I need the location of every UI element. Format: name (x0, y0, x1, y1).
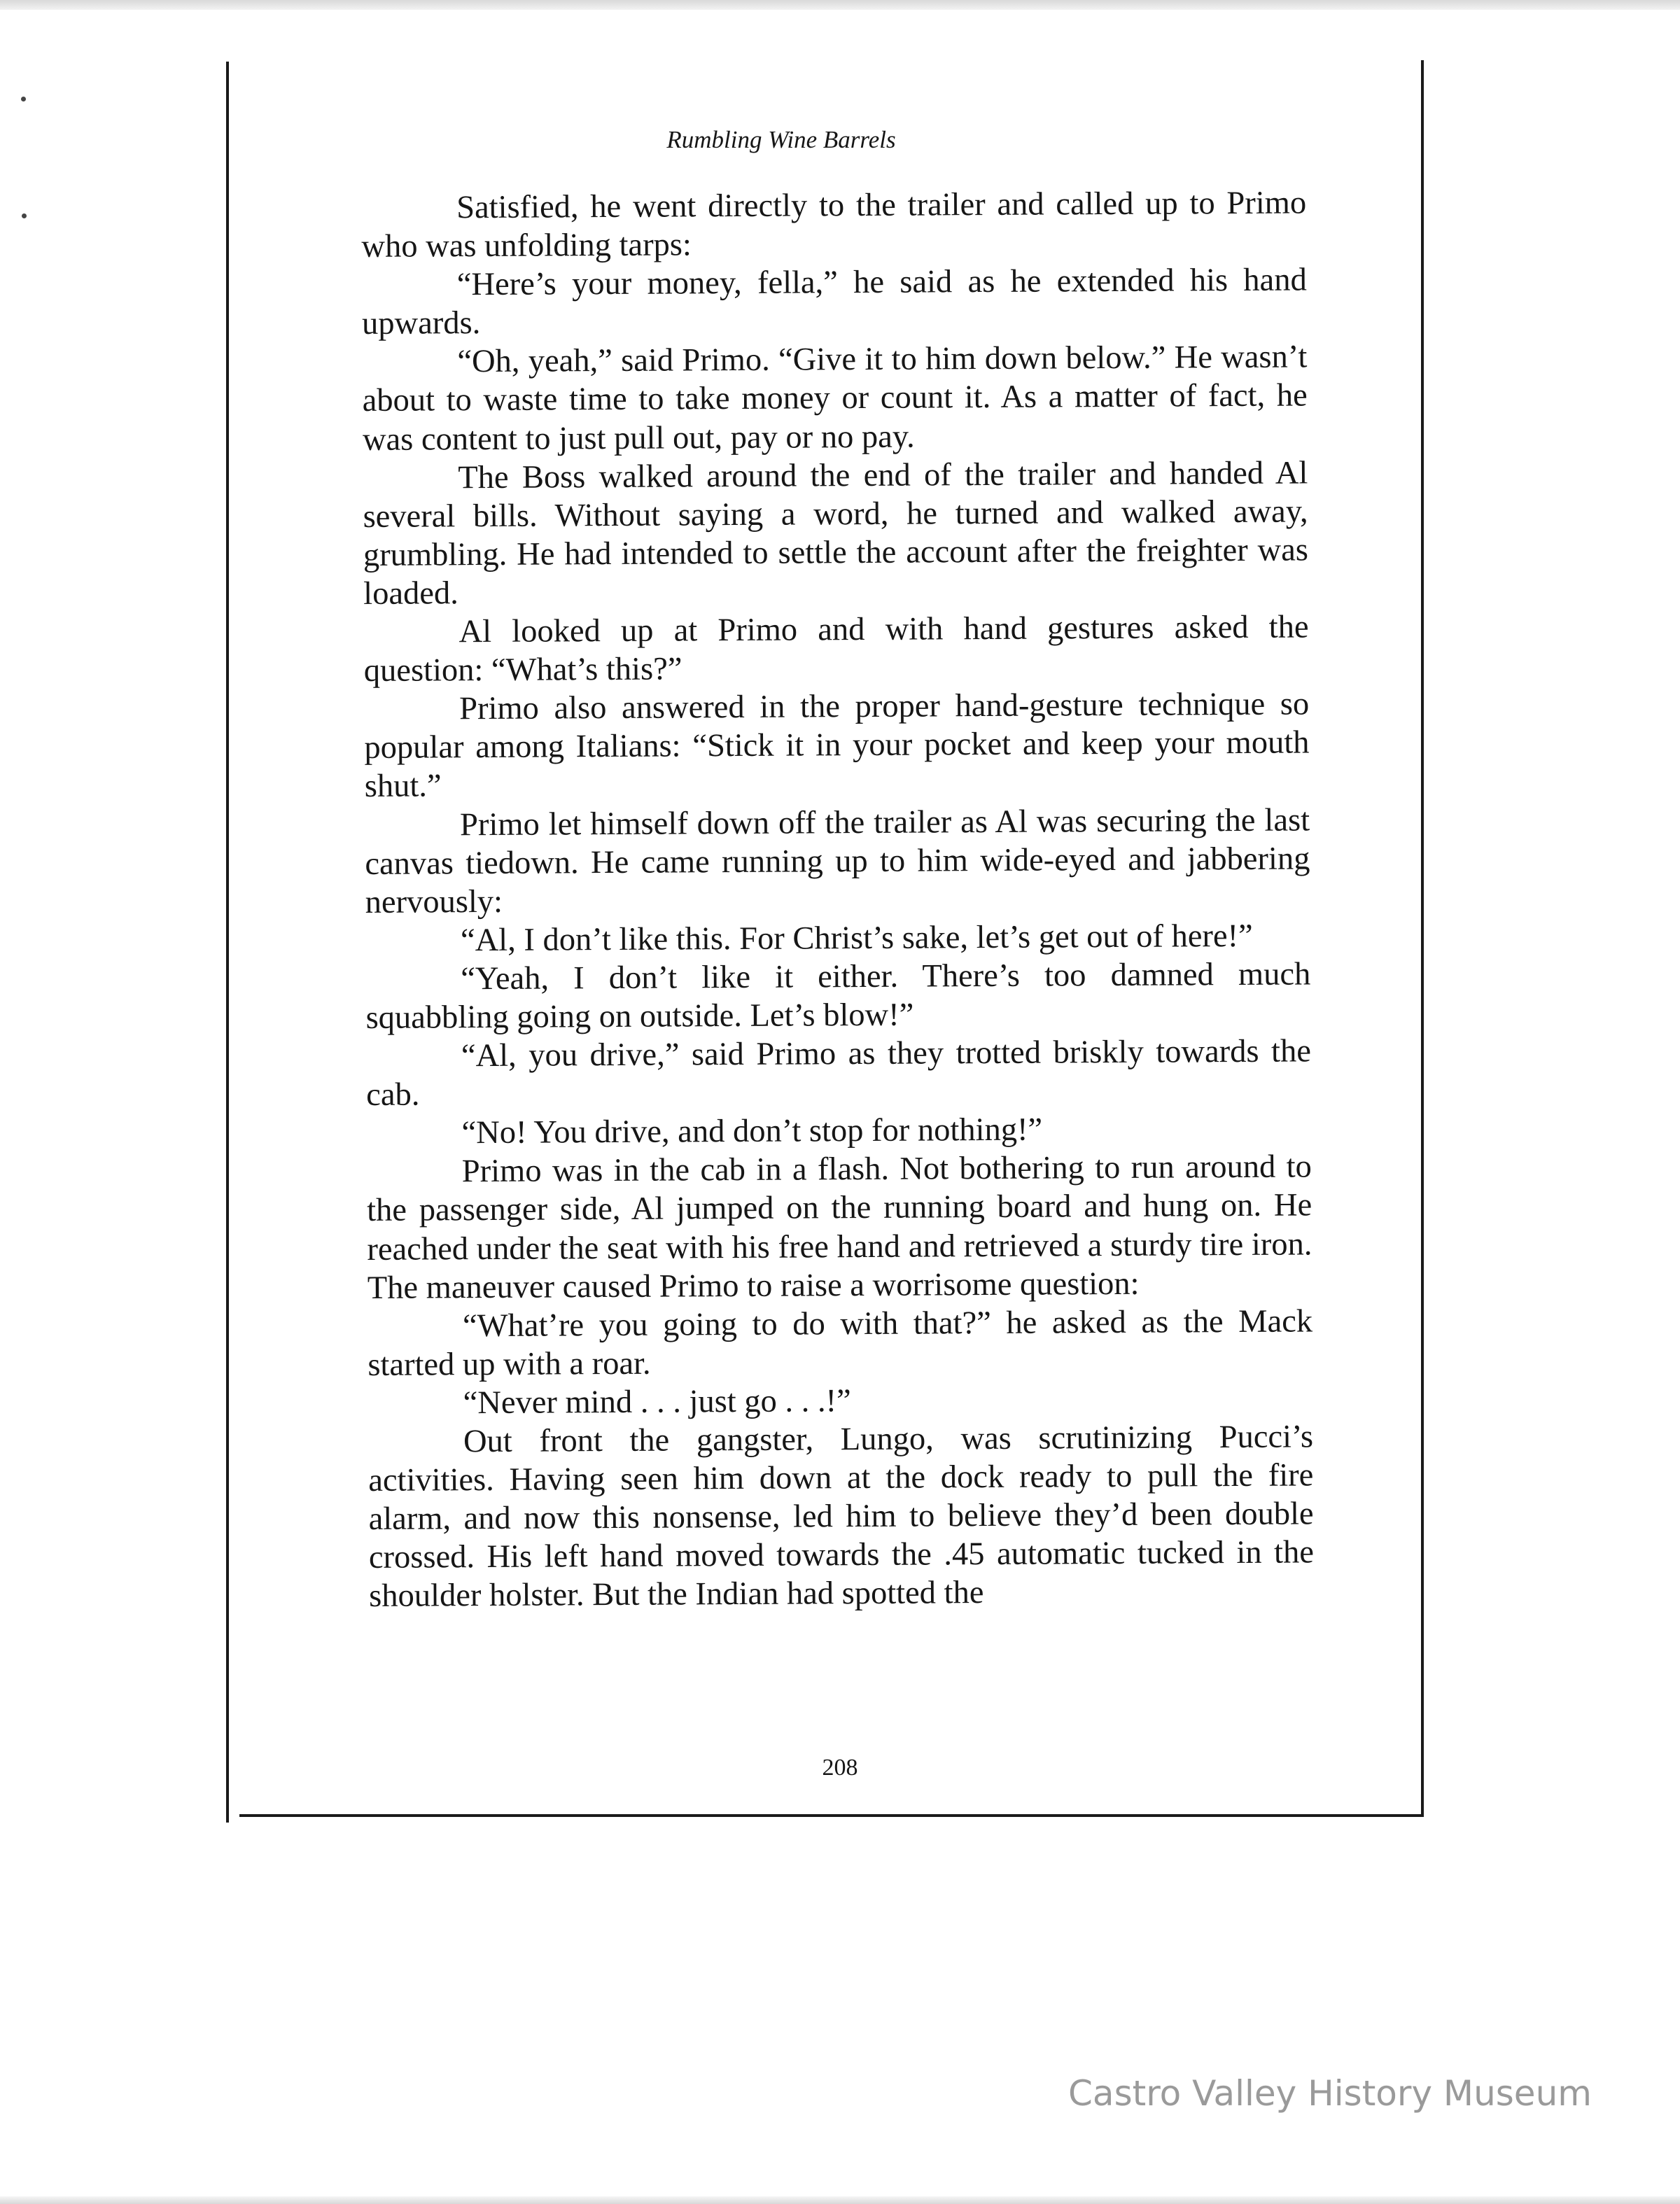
scan-speck (21, 97, 26, 101)
page-frame-bottom-rule (239, 1814, 1424, 1817)
paragraph: “Al, I don’t like this. For Christ’s sake, let’s get out of here!” (460, 918, 1253, 959)
running-head: Rumbling Wine Barrels (666, 126, 896, 153)
scan-bottom-edge (0, 2196, 1680, 2204)
paragraph: Primo let himself down off the trailer as Al was securing the last canvas tiedown. He came running up to him wide-eyed and jabbering nervously: (365, 801, 1310, 920)
paragraph: “What’re you going to do with that?” he asked as the Mack started up with a roar. (368, 1303, 1313, 1383)
paragraph: Satisfied, he went directly to the trailer and called up to Primo who was unfolding tarps: (361, 185, 1307, 265)
scan-speck (22, 213, 27, 218)
page-number: 208 (822, 1755, 858, 1781)
paragraph: Primo also answered in the proper hand-gesture technique so popular among Italians: “Stick it in your pocket and keep your mouth shut.” (364, 686, 1310, 805)
body-text (361, 183, 1314, 1615)
museum-watermark: Castro Valley History Museum (1068, 2073, 1592, 2114)
paragraph: Primo was in the cab in a flash. Not bothering to run around to the passenger side, Al jumped on the running board and hung on. He reached under the seat with his free hand and retrieved a sturdy tire iron. The maneuver caused Primo to raise a worrisome question: (367, 1149, 1312, 1306)
scan-top-edge (0, 0, 1680, 10)
paragraph: Al looked up at Primo and with hand gestures asked the question: “What’s this?” (363, 609, 1309, 689)
paragraph: “Al, you drive,” said Primo as they trotted briskly towards the cab. (366, 1033, 1312, 1114)
paragraph: The Boss walked around the end of the trailer and handed Al several bills. Without saying a word, he turned and walked away, grumbling. He had intended to settle the account after the freighter was loaded. (363, 455, 1309, 612)
page-frame-left-rule (226, 62, 229, 1823)
paragraph: “Never mind . . . just go . . .!” (463, 1383, 851, 1422)
paragraph: Out front the gangster, Lungo, was scrutinizing Pucci’s activities. Having seen him down at the dock ready to pull the fire alarm, and now this nonsense, led him to believe they’d been double crossed. His left hand moved towards the .45 automatic tucked in the shoulder holster. But the Indian had spotted the (368, 1419, 1315, 1615)
page-frame-right-rule (1421, 60, 1424, 1816)
paragraph: “No! You drive, and don’t stop for nothing!” (461, 1111, 1043, 1151)
paragraph: “Oh, yeah,” said Primo. “Give it to him down below.” He wasn’t about to waste time to take money or count it. As a matter of fact, he was content to just pull out, pay or no pay. (362, 339, 1308, 458)
paragraph: “Here’s your money, fella,” he said as he extended his hand upwards. (361, 262, 1307, 342)
paragraph: “Yeah, I don’t like it either. There’s too damned much squabbling going on outside. Let’s blow!” (365, 956, 1311, 1036)
